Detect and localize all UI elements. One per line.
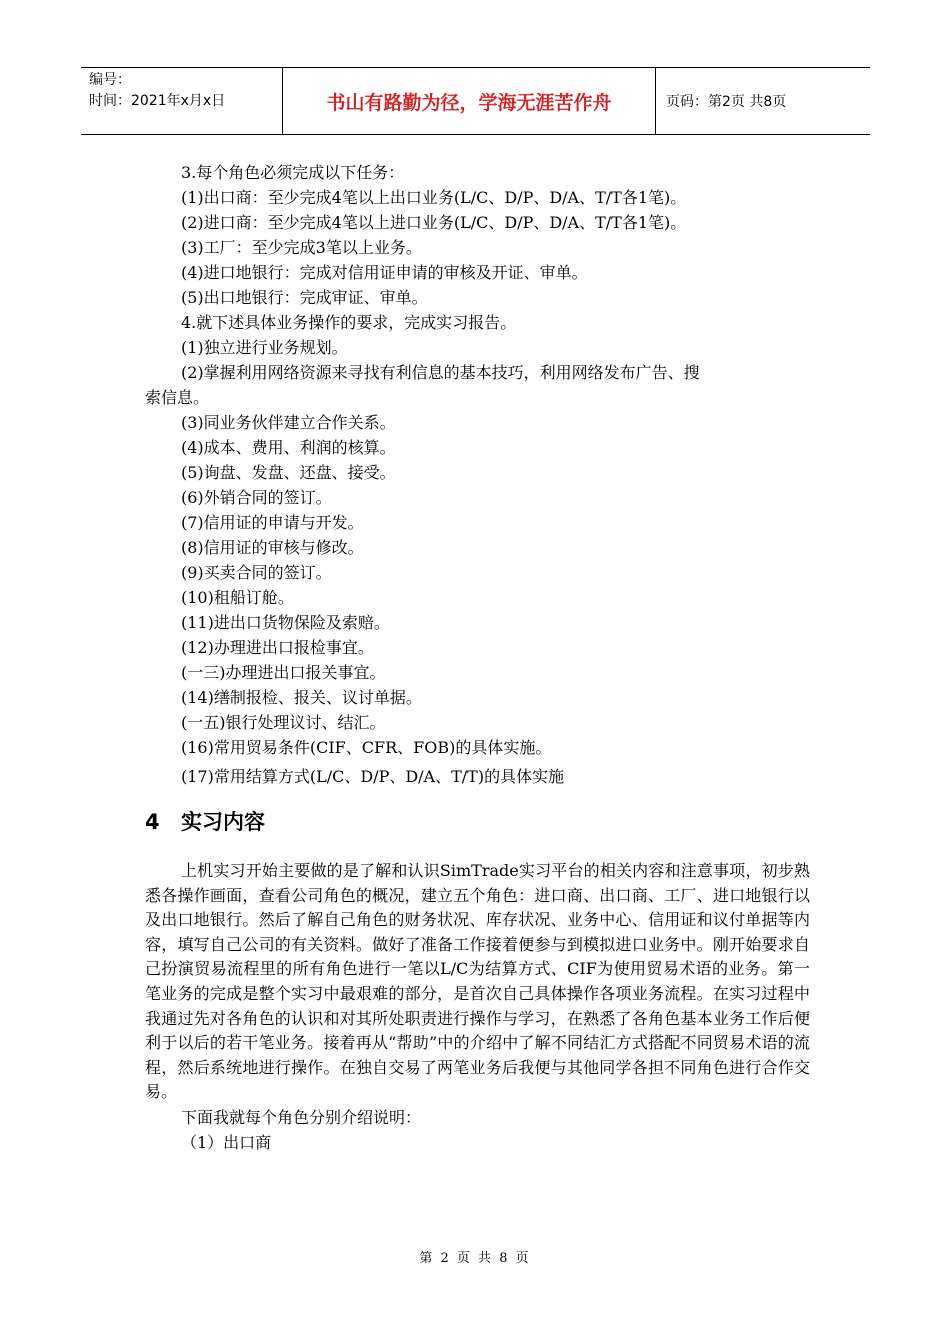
requirement-item: (5)询盘、发盘、还盘、接受。: [181, 463, 396, 482]
requirement-item: (10)租船订舱。: [181, 588, 294, 607]
requirement-item: (12)办理进出口报检事宜。: [181, 638, 374, 657]
requirement-item: (8)信用证的审核与修改。: [181, 538, 364, 557]
tasks-title: 3.每个角色必须完成以下任务：: [181, 163, 405, 182]
task-item: (4)进口地银行：完成对信用证申请的审核及开证、审单。: [181, 263, 588, 282]
requirement-item: (14)缮制报检、报关、议讨单据。: [181, 688, 422, 707]
body-paragraph: 上机实习开始主要做的是了解和认识SimTrade实习平台的相关内容和注意事项，初步熟悉各操作画面，查看公司角色的概况，建立五个角色：进口商、出口商、工厂、进口地银行以及出口地银行。然后了解自己角色的财务状况、库存状况、业务中心、信用证和议付单据等内容，填写自己公司的有关资料。做好了准备工作接着便参与到模拟进口业务中。刚开始要求自己扮演贸易流程里的所有角色进行一笔以L/C为结算方式、CIF为使用贸易术语的业务。第一笔业务的完成是整个实习中最艰难的部分，是首次自己具体操作各项业务流程。在实习过程中我通过先对各角色的认识和对其所处职责进行操作与学习，在熟悉了各角色基本业务工作后便利于以后的若干笔业务。接着再从“帮助”中的介绍中了解不同结汇方式搭配不同贸易术语的流程，然后系统地进行操作。在独自交易了两笔业务后我便与其他同学各担不同角色进行合作交易。: [145, 861, 810, 1102]
requirement-item: (11)进出口货物保险及索赔。: [181, 613, 390, 632]
task-item: (2)进口商：至少完成4笔以上进口业务(L/C、D/P、D/A、T/T各1笔)。: [181, 213, 687, 232]
header-meta: [81, 68, 283, 134]
requirements-title: 4.就下述具体业务操作的要求，完成实习报告。: [181, 313, 517, 332]
page-header: [81, 67, 870, 135]
subsection-heading: （1）出口商: [181, 1132, 272, 1152]
task-item: (3)工厂：至少完成3笔以上业务。: [181, 238, 422, 257]
header-motto: 书山有路勤为径，学海无涯苦作舟: [283, 68, 656, 134]
task-list: [145, 185, 810, 310]
requirement-item: (9)买卖合同的签订。: [181, 563, 332, 582]
requirement-item: (3)同业务伙伴建立合作关系。: [181, 413, 396, 432]
task-item: (5)出口地银行：完成审证、审单。: [181, 288, 428, 307]
requirement-list: [145, 410, 810, 789]
section-heading: [145, 807, 810, 837]
requirement-item: (6)外销合同的签订。: [181, 488, 332, 507]
requirement-item-continuation: 索信息。: [145, 388, 210, 407]
task-item: (1)出口商：至少完成4笔以上出口业务(L/C、D/P、D/A、T/T各1笔)。: [181, 188, 687, 207]
doc-time-label: 时间：2021年x月x日: [89, 93, 226, 109]
requirement-item: (一三)办理进出口报关事宜。: [181, 663, 386, 682]
requirement-item: (2)掌握利用网络资源来寻找有利信息的基本技巧，利用网络发布广告、搜: [181, 363, 700, 382]
requirement-item: (4)成本、费用、利润的核算。: [181, 438, 396, 457]
section-title: 实习内容: [181, 810, 265, 834]
requirement-item: (7)信用证的申请与开发。: [181, 513, 364, 532]
header-page-info: 页码：第2页 共8页: [666, 94, 787, 110]
requirement-item: (1)独立进行业务规划。: [181, 338, 348, 357]
page-footer: 第 2 页 共 8 页: [419, 1251, 531, 1266]
requirement-item: (17)常用结算方式(L/C、D/P、D/A、T/T)的具体实施: [181, 767, 565, 786]
requirement-item: (一五)银行处理议讨、结汇。: [181, 713, 386, 732]
section-number: 4: [145, 810, 160, 834]
body-intro: 下面我就每个角色分别介绍说明：: [181, 1107, 422, 1127]
document-body: [145, 160, 810, 1155]
doc-number-label: 编号：: [89, 72, 131, 88]
requirement-item: (16)常用贸易条件(CIF、CFR、FOB)的具体实施。: [181, 738, 552, 757]
